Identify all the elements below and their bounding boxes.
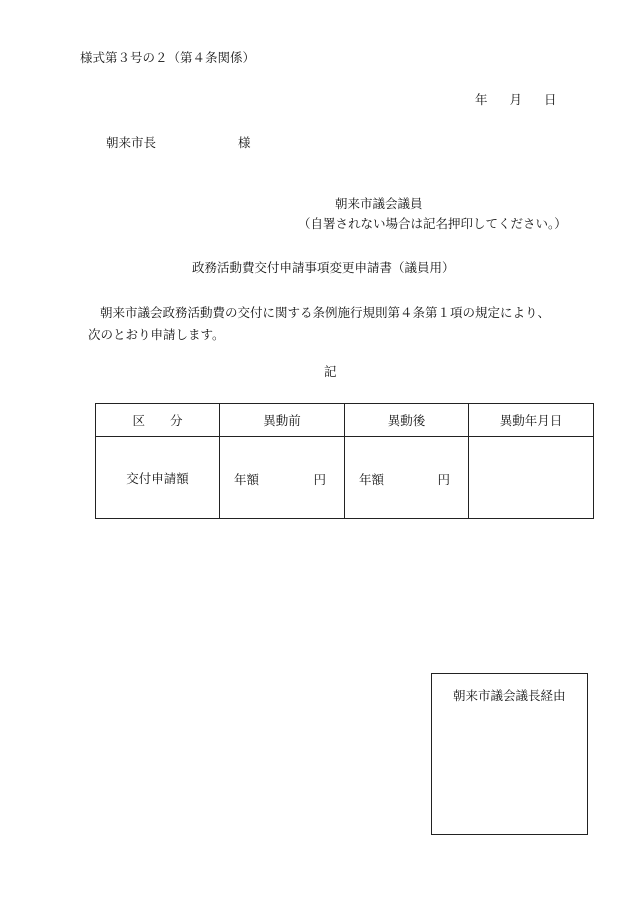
chairman-via-box	[431, 673, 588, 835]
body-line-2: 次のとおり申請します。	[88, 327, 225, 342]
row-label: 交付申請額	[96, 437, 220, 519]
document-title: 政務活動費交付申請事項変更申請書（議員用）	[192, 260, 455, 275]
before-amount-label: 年額	[234, 472, 260, 487]
before-amount-unit: 円	[313, 472, 326, 487]
date-day-label: 日	[544, 92, 557, 107]
applicant-signature-note: （自署されない場合は記名押印してください。）	[298, 216, 567, 231]
date-year-label: 年	[475, 92, 488, 107]
header-after: 異動後	[345, 404, 469, 437]
ki-heading: 記	[324, 364, 337, 379]
header-change-date: 異動年月日	[469, 404, 594, 437]
addressee	[106, 137, 251, 150]
chairman-via-label: 朝来市議会議長経由	[453, 688, 566, 703]
applicant-title: 朝来市議会議員	[335, 196, 423, 211]
after-amount-label: 年額	[359, 472, 385, 487]
after-amount-unit: 円	[437, 472, 450, 487]
date-line	[475, 94, 557, 107]
before-amount-cell[interactable]	[220, 437, 345, 519]
header-before: 異動前	[220, 404, 345, 437]
after-amount-cell[interactable]	[345, 437, 469, 519]
addressee-honorific: 様	[238, 135, 251, 150]
addressee-name: 朝来市長	[106, 135, 157, 150]
table-header-row	[96, 404, 594, 437]
form-number: 様式第３号の２（第４条関係）	[80, 50, 256, 65]
table-row	[96, 437, 594, 519]
change-table	[95, 403, 594, 519]
header-category: 区 分	[96, 404, 220, 437]
body-text	[88, 302, 588, 346]
change-date-cell[interactable]	[469, 437, 594, 519]
date-month-label: 月	[509, 92, 523, 107]
body-line-1: 朝来市議会政務活動費の交付に関する条例施行規則第４条第１項の規定により、	[100, 305, 551, 320]
